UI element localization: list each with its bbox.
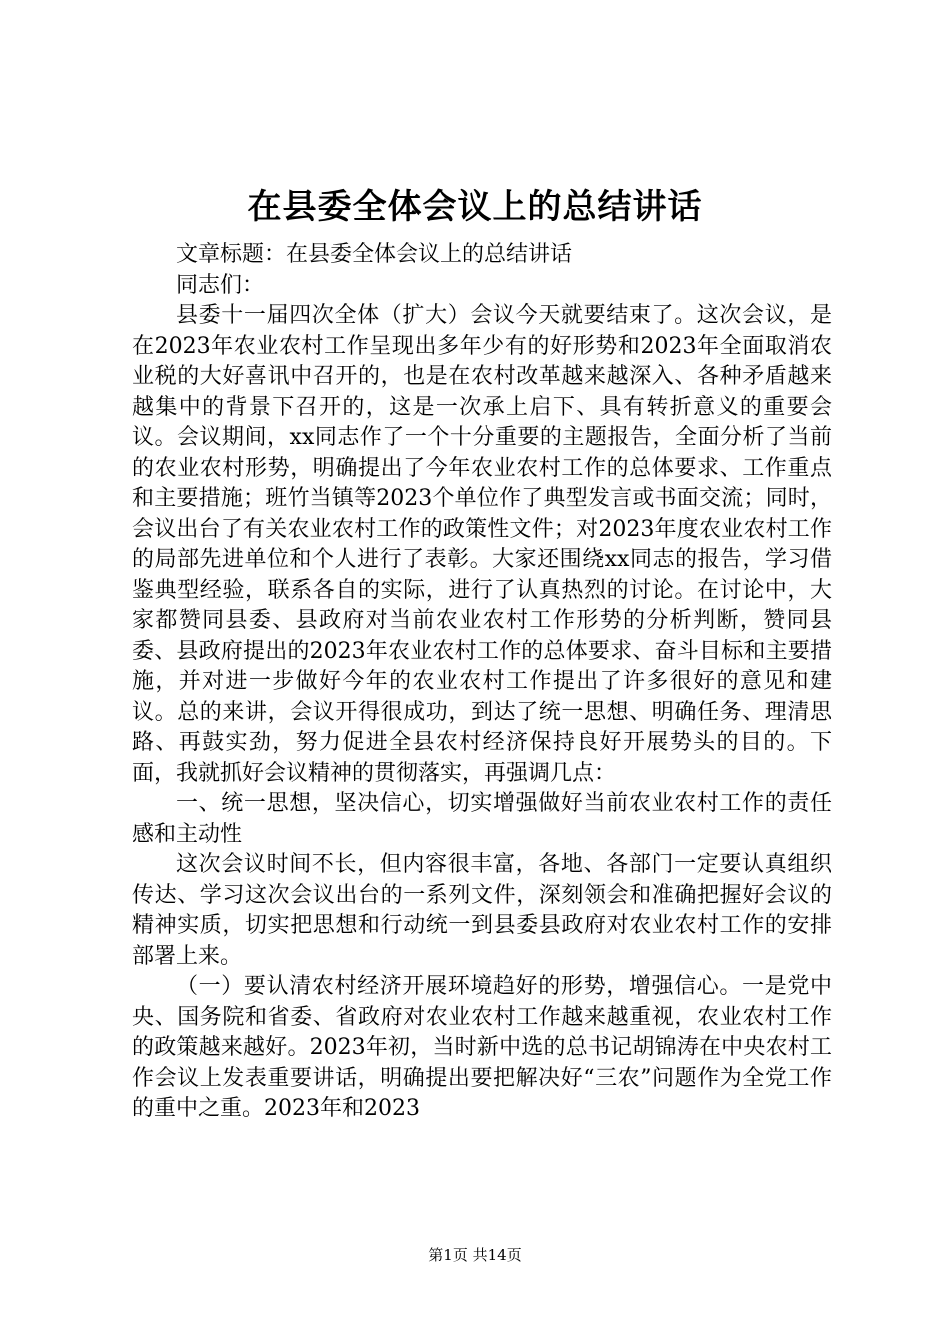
- article-title-line: 文章标题：在县委全体会议上的总结讲话: [176, 242, 573, 267]
- page-footer: 第1页 共14页: [428, 1246, 522, 1264]
- document-body: [132, 240, 832, 1125]
- paragraph: 县委十一届四次全体（扩大）会议今天就要结束了。这次会议，是在2023年农业农村工作呈现出多年少有的好形势和2023年全面取消农业税的大好喜讯中召开的，也是在农村改革越来越深入、各种矛盾越来越集中的背景下召开的，这是一次承上启下、具有转折意义的重要会议。会议期间，xx同志作了一个十分重要的主题报告，全面分析了当前的农业农村形势，明确提出了今年农业农村工作的总体要求、工作重点和主要措施；班竹当镇等2023个单位作了典型发言或书面交流；同时，会议出台了有关农业农村工作的政策性文件；对2023年度农业农村工作的局部先进单位和个人进行了表彰。大家还围绕xx同志的报告，学习借鉴典型经验，联系各自的实际，进行了认真热烈的讨论。在讨论中，大家都赞同县委、县政府对当前农业农村工作形势的分析判断，赞同县委、县政府提出的2023年农业农村工作的总体要求、奋斗目标和主要措施，并对进一步做好今年的农业农村工作提出了许多很好的意见和建议。总的来讲，会议开得很成功，到达了统一思想、明确任务、理清思路、再鼓实劲，努力促进全县农村经济保持良好开展势头的目的。下面，我就抓好会议精神的贯彻落实，再强调几点：: [132, 303, 832, 786]
- document-title: 在县委全体会议上的总结讲话: [247, 187, 703, 227]
- paragraph: 这次会议时间不长，但内容很丰富，各地、各部门一定要认真组织传达、学习这次会议出台的一系列文件，深刻领会和准确把握好会议的精神实质，切实把思想和行动统一到县委县政府对农业农村工作的安排部署上来。: [132, 852, 832, 969]
- section-heading: 一、统一思想，坚决信心，切实增强做好当前农业农村工作的责任感和主动性: [132, 791, 832, 847]
- salutation: 同志们：: [176, 272, 265, 298]
- paragraph: （一）要认清农村经济开展环境趋好的形势，增强信心。一是党中央、国务院和省委、省政府对农业农村工作越来越重视，农业农村工作的政策越来越好。2023年初，当时新中选的总书记胡锦涛在中央农村工作会议上发表重要讲话，明确提出要把解决好“三农”问题作为全党工作的重中之重。2023年和2023: [132, 974, 832, 1121]
